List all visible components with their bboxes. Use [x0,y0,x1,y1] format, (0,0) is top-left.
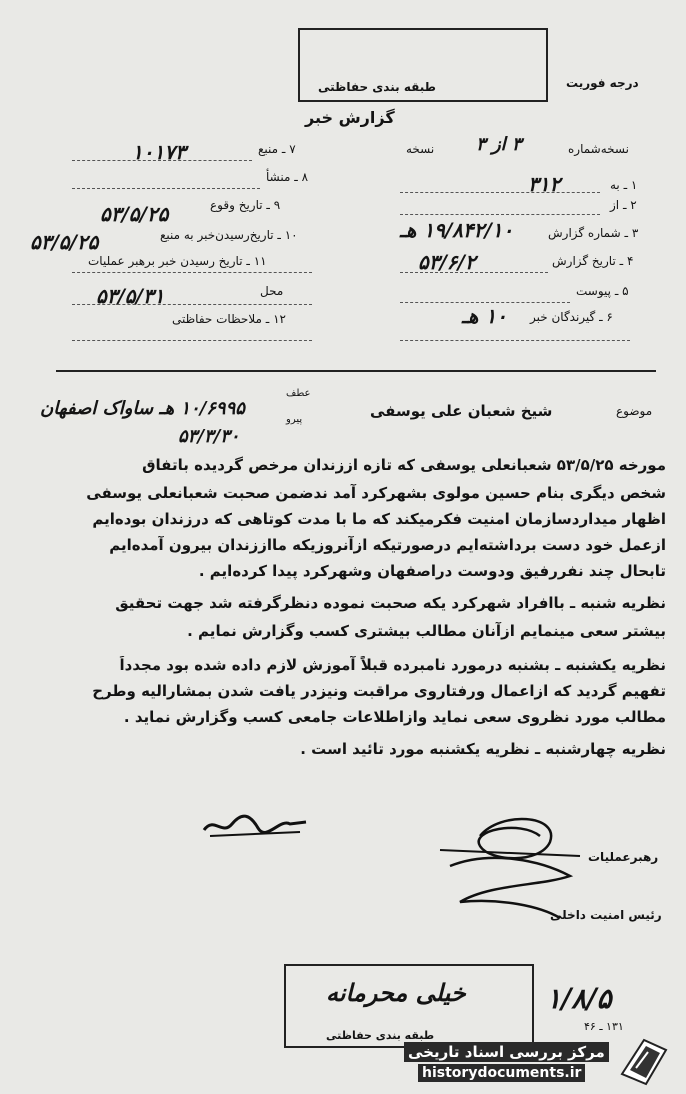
body-line: نظریه یکشنبه ـ بشنبه درمورد نامبرده قبلاً آموزش لازم داده شده بود مجدداً [119,656,666,674]
reference-number: ۱۰/۶۹۹۵ هـ ساواک اصفهان [40,398,245,419]
classification-label-top: طبقه بندی حفاظتی [318,80,436,94]
signature-internal-security-label: رئیس امنیت داخلی [550,908,662,922]
body-line: تفهیم گردید که ازاعمال ورفتاروی مراقبت ونیزدر یافت شدن بمشارالیه وطرح [92,682,666,700]
field-to-value: ۳۱۲ [528,172,561,196]
field-copy-number-value: ۳ از ۳ [476,134,522,155]
field-copy-number-label: نسخه‌شماره [568,142,629,156]
field-source-value: ۱۰۱۷۳ [132,140,186,164]
field-source-label: ۷ ـ منبع [258,142,296,156]
field-news-to-source-label: ۱۰ ـ تاریخ‌رسیدن‌خبر به منبع [160,228,298,242]
field-news-to-lead-label: ۱۱ ـ تاریخ رسیدن خبر برهبر عملیات [88,254,267,268]
field-attachment-label: ۵ ـ پیوست [576,284,629,298]
field-recipients-value: ۱۰ هـ [462,304,507,328]
body-line: مورخه ۵۳/۵/۲۵ شعبانعلی یوسفی که تازه اززندان مرخص گردیده باتفاق [142,456,666,474]
signature-operations-lead-label: رهبرعملیات [588,850,659,864]
classification-label-bottom: طبقه بندی حفاظتی [326,1029,435,1042]
priority-label: درجه فوریت [566,76,639,90]
field-report-number-value: ۱۹/۸۴۲/۱۰ هـ [400,218,514,242]
field-report-date-value: ۵۳/۶/۲ [418,250,476,274]
classification-box-top [298,28,548,102]
body-line: بیشتر سعی مینمایم ازآنان مطالب بیشتری کسب وگزارش نمایم . [187,622,666,640]
field-event-date-label: ۹ ـ تاریخ وقوع [210,198,281,212]
divider [72,188,260,189]
field-news-to-source-value: ۵۳/۵/۲۵ [30,230,99,254]
divider [72,304,312,305]
field-report-date-label: ۴ ـ تاریخ گزارش [552,254,634,268]
subject-value: شیخ شعبان علی یوسفی [370,402,553,420]
field-from-label: ۲ ـ از [610,198,637,212]
divider [72,272,312,273]
divider [400,302,570,303]
body-line: ازعمل خود دست برداشته‌ایم درصورتیکه ازآنروزیکه مااززندان بیرون آمده‌ایم [109,536,666,554]
divider [72,340,312,341]
field-place-label: محل [260,284,284,298]
divider [72,160,252,161]
field-to-label: ۱ ـ به [610,178,638,192]
archive-logo-icon [616,1034,672,1088]
subject-label: موضوع [616,404,653,418]
field-event-date-value: ۵۳/۵/۲۵ [100,202,169,226]
body-line: اظهار میداردسازمان امنیت فکرمیکند که ما با مدت کوتاهی که درزندان بوده‌ایم [92,510,666,528]
divider [400,214,600,215]
body-line: تابحال چند نفررفیق ودوست دراصفهان وشهرکرد پیدا کرده‌ایم . [198,562,666,580]
signature-left [200,806,310,844]
document-code: ۱۳۱ ـ ۴۶ [584,1020,624,1033]
classification-box-bottom [284,964,534,1048]
field-recipients-label: ۶ ـ گیرندگان خبر [530,310,613,324]
watermark-title: مرکز بررسی اسناد تاریخی [404,1042,609,1062]
divider [400,340,630,341]
reference-label-atf: عطف [286,388,311,399]
reference-label-peyro: پیرو [286,414,303,425]
body-line: مطالب مورد نظروی سعی نماید وازاطلاعات جامعی کسب وگزارش نماید . [123,708,666,726]
field-origin-label: ۸ ـ منشأ [266,170,309,184]
field-security-notes-label: ۱۲ ـ ملاحظات حفاظتی [172,312,286,326]
watermark-url: historydocuments.ir [418,1064,585,1082]
registration-number: ۱/۸/۵ [546,982,612,1015]
divider [400,272,548,273]
field-copy-label: نسخه [406,142,435,156]
body-line: نظریه چهارشنبه ـ نظریه یکشنبه مورد تائید است . [300,740,666,758]
divider [400,192,600,193]
body-line: نظریه شنبه ـ باافراد شهرکرد یکه صحبت نموده دنظرگرفته شد جهت تحقیق [115,594,666,612]
field-report-number-label: ۳ ـ شماره گزارش [548,226,639,240]
reference-date: ۵۳/۳/۳۰ [178,426,240,447]
body-line: شخص دیگری بنام حسین مولوی بشهرکرد آمد ندضمن صحبت شعبانعلی یوسفی [86,484,666,502]
field-place-value: ۵۳/۵/۳۱ [96,284,165,308]
section-divider [56,370,656,372]
document-title: گزارش خبر [305,108,395,127]
stamp-text: خیلی محرمانه [326,978,466,1007]
